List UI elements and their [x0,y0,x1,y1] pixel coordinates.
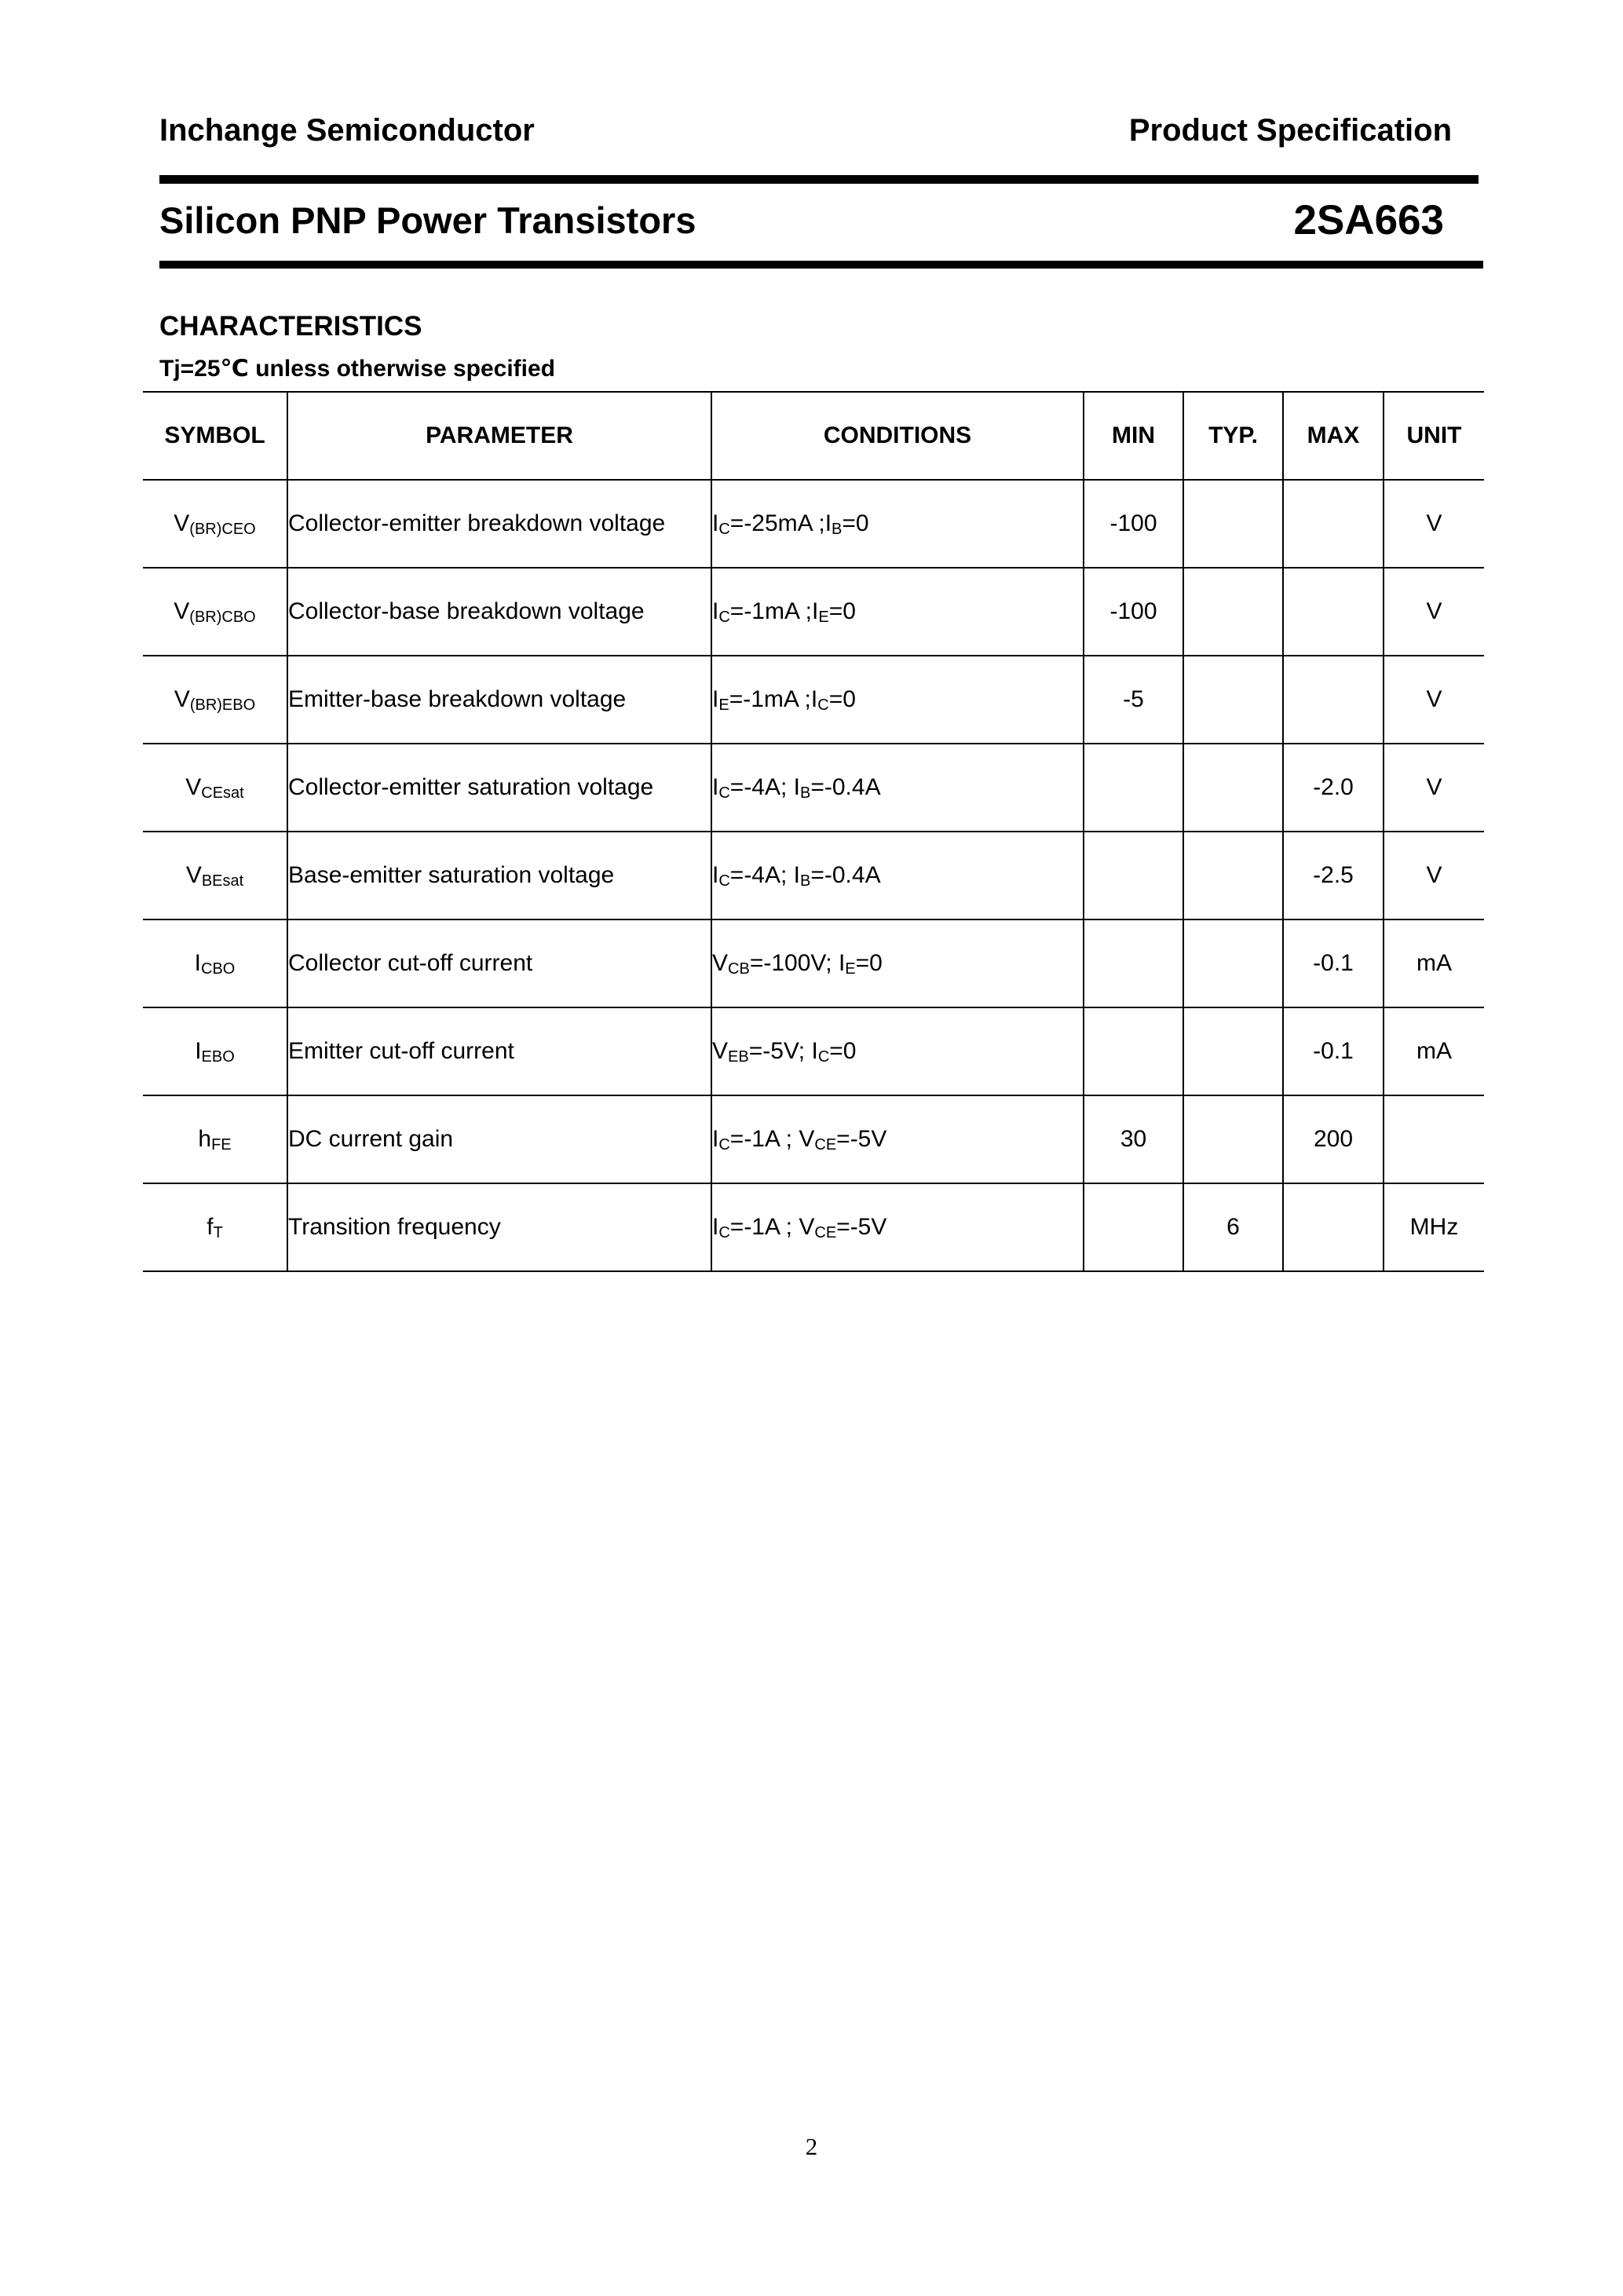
cell-typ [1183,919,1283,1007]
condition-note: Tj=25℃ unless otherwise specified [159,356,556,382]
symbol-main: f [207,1214,214,1240]
cell-max [1283,480,1384,568]
cell-typ [1183,568,1283,656]
symbol-subscript: CEsat [201,784,244,802]
cell-parameter: Emitter cut-off current [287,1007,711,1095]
cell-unit: V [1384,744,1484,832]
company-name: Inchange Semiconductor [159,113,535,148]
header-conditions: CONDITIONS [711,392,1084,480]
characteristics-table [143,391,1484,1272]
symbol-subscript: FE [211,1136,232,1153]
cell-max [1283,656,1384,744]
cell-conditions [711,832,1084,919]
cell-conditions [711,568,1084,656]
table-row [143,656,1484,744]
document-type: Product Specification [1128,113,1452,148]
cell-conditions [711,480,1084,568]
condition-subscript: C [718,1136,730,1153]
page-number: 2 [805,2133,818,2160]
cell-unit: MHz [1384,1183,1484,1271]
cell-min: 30 [1084,1095,1183,1183]
cell-max: -2.0 [1283,744,1384,832]
section-title: CHARACTERISTICS [159,311,422,342]
symbol-subscript: CBO [201,960,236,978]
cell-min: -5 [1084,656,1183,744]
table-row [143,1183,1484,1271]
table-row [143,480,1484,568]
condition-part: I [712,1126,719,1152]
condition-part: =-1mA ;I [729,686,818,712]
cell-min [1084,832,1183,919]
cell-symbol [143,1007,287,1095]
cell-unit: mA [1384,1007,1484,1095]
condition-part: =0 [829,1038,857,1064]
cell-parameter: Emitter-base breakdown voltage [287,656,711,744]
condition-subscript: E [818,609,829,626]
condition-part: =-0.4A [810,774,881,800]
cell-typ [1183,1095,1283,1183]
condition-part: V [712,950,729,976]
cell-min: -100 [1084,568,1183,656]
cell-parameter: Base-emitter saturation voltage [287,832,711,919]
cell-unit: V [1384,656,1484,744]
condition-subscript: C [718,784,730,802]
cell-conditions [711,744,1084,832]
condition-part: =-5V [836,1214,887,1240]
condition-part: =0 [828,598,856,624]
cell-symbol [143,568,287,656]
symbol-main: V [174,510,190,536]
symbol-main: V [185,774,202,800]
symbol-subscript: EBO [201,1048,235,1066]
header-min: MIN [1084,392,1183,480]
header-parameter: PARAMETER [287,392,711,480]
condition-part: =-4A; I [729,862,801,888]
condition-part: =-4A; I [729,774,801,800]
condition-part: =-1A ; V [729,1214,815,1240]
condition-subscript: C [718,872,730,890]
cell-max [1283,1183,1384,1271]
cell-max [1283,568,1384,656]
cell-conditions [711,656,1084,744]
cell-parameter: Collector-base breakdown voltage [287,568,711,656]
cell-symbol [143,1095,287,1183]
condition-part: =-1A ; V [729,1126,815,1152]
cell-parameter: Collector cut-off current [287,919,711,1007]
condition-subscript: C [817,1048,830,1066]
cell-min: -100 [1084,480,1183,568]
cell-conditions [711,1007,1084,1095]
symbol-main: V [174,686,190,712]
condition-part: =0 [842,510,869,536]
part-number: 2SA663 [1293,197,1444,243]
condition-subscript: EB [728,1048,749,1066]
cell-min [1084,1183,1183,1271]
table-row [143,832,1484,919]
condition-subscript: C [817,696,829,714]
header-rule-bottom [159,261,1483,269]
table-body [143,480,1484,1271]
cell-conditions [711,919,1084,1007]
table-row [143,744,1484,832]
header-rule-top [159,175,1479,184]
product-title: Silicon PNP Power Transistors [159,199,696,241]
table-row [143,919,1484,1007]
condition-part: I [712,510,719,536]
condition-subscript: CB [728,960,750,978]
symbol-main: I [195,1038,202,1064]
symbol-subscript: BEsat [201,872,244,890]
cell-typ: 6 [1183,1183,1283,1271]
cell-parameter: Collector-emitter saturation voltage [287,744,711,832]
cell-symbol [143,656,287,744]
cell-min [1084,744,1183,832]
cell-min [1084,1007,1183,1095]
condition-part: =-0.4A [810,862,881,888]
cell-conditions [711,1183,1084,1271]
symbol-main: h [198,1126,212,1152]
cell-typ [1183,1007,1283,1095]
cell-symbol [143,1183,287,1271]
symbol-main: I [194,950,201,976]
condition-part: V [712,1038,729,1064]
condition-subscript: B [800,872,811,890]
cell-symbol [143,480,287,568]
condition-subscript: E [718,696,729,714]
table-row [143,1095,1484,1183]
condition-part: =-5V; I [748,1038,818,1064]
cell-unit: V [1384,832,1484,919]
cell-typ [1183,744,1283,832]
condition-subscript: B [800,784,811,802]
condition-subscript: C [718,609,730,626]
condition-part: I [712,862,719,888]
condition-part: I [712,774,719,800]
condition-part: =-1mA ;I [729,598,819,624]
condition-subscript: B [832,521,843,538]
symbol-subscript: (BR)CEO [189,521,256,538]
symbol-subscript: (BR)EBO [189,696,256,714]
condition-subscript: CE [814,1136,837,1153]
condition-part: =-5V [836,1126,887,1152]
cell-unit: V [1384,480,1484,568]
condition-subscript: C [718,521,730,538]
cell-unit: mA [1384,919,1484,1007]
cell-parameter: DC current gain [287,1095,711,1183]
cell-max: -2.5 [1283,832,1384,919]
cell-max: -0.1 [1283,1007,1384,1095]
condition-part: I [712,598,719,624]
header-max: MAX [1283,392,1384,480]
symbol-main: V [185,862,202,888]
cell-typ [1183,832,1283,919]
condition-part: =0 [855,950,883,976]
condition-subscript: CE [814,1224,837,1241]
condition-part: =-100V; I [749,950,846,976]
condition-subscript: E [845,960,856,978]
cell-symbol [143,832,287,919]
header-symbol: SYMBOL [143,392,287,480]
cell-max: -0.1 [1283,919,1384,1007]
header-unit: UNIT [1384,392,1484,480]
condition-part: =-25mA ;I [729,510,832,536]
table-row [143,1007,1484,1095]
condition-part: I [712,1214,719,1240]
cell-min [1084,919,1183,1007]
symbol-subscript: (BR)CBO [189,609,256,626]
symbol-subscript: T [213,1224,223,1241]
table-header-row [143,392,1484,480]
cell-conditions [711,1095,1084,1183]
condition-subscript: C [718,1224,730,1241]
cell-unit: V [1384,568,1484,656]
cell-parameter: Transition frequency [287,1183,711,1271]
symbol-main: V [174,598,190,624]
header-typ: TYP. [1183,392,1283,480]
cell-symbol [143,744,287,832]
cell-symbol [143,919,287,1007]
cell-parameter: Collector-emitter breakdown voltage [287,480,711,568]
condition-part: =0 [828,686,856,712]
cell-unit [1384,1095,1484,1183]
cell-typ [1183,656,1283,744]
cell-max: 200 [1283,1095,1384,1183]
cell-typ [1183,480,1283,568]
condition-part: I [712,686,719,712]
table-row [143,568,1484,656]
